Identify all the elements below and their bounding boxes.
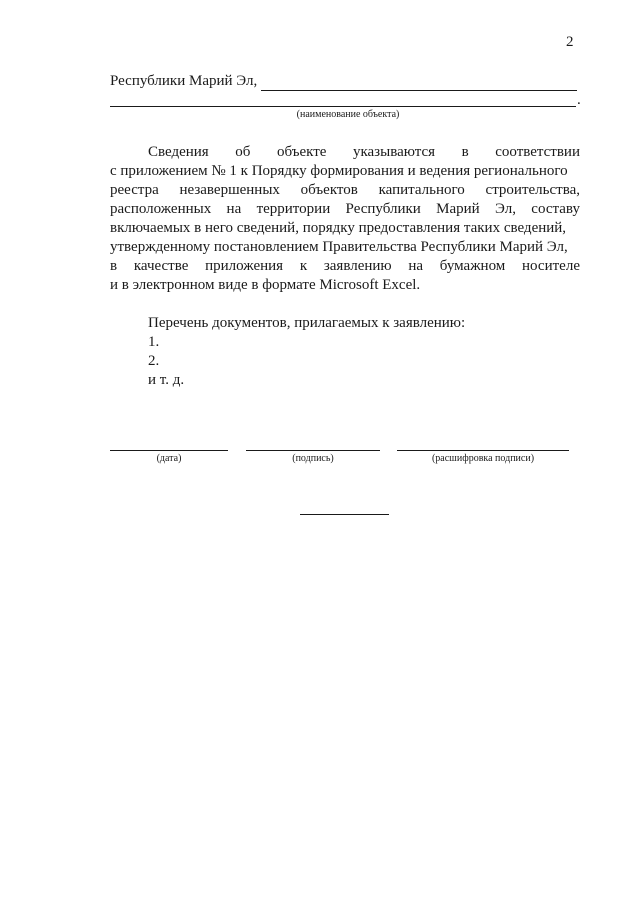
end-separator-line	[300, 514, 389, 515]
object-name-line-2	[110, 106, 576, 107]
signature-line	[246, 450, 380, 451]
body-line-5: включаемых в него сведений, порядку предоставления таких сведений,	[110, 220, 567, 236]
republic-label: Республики Марий Эл,	[110, 73, 258, 89]
body-line-6: утвержденному постановлением Правительства Республики Марий Эл,	[110, 239, 568, 255]
page-number: 2	[566, 34, 574, 50]
documents-item-etc: и т. д.	[148, 372, 185, 388]
body-line-4: расположенных на территории Республики Марий Эл, составу	[110, 201, 580, 217]
body-line-3: реестра незавершенных объектов капитального строительства,	[110, 182, 580, 198]
signature-decode-line	[397, 450, 569, 451]
documents-title: Перечень документов, прилагаемых к заявлению:	[148, 315, 466, 331]
object-name-line-1	[261, 90, 577, 91]
signature-decode-caption: (расшифровка подписи)	[431, 453, 535, 464]
documents-item-2: 2.	[148, 353, 160, 369]
body-line-7: в качестве приложения к заявлению на бумажном носителе	[110, 258, 580, 274]
body-line-2: с приложением № 1 к Порядку формирования и ведения регионального	[110, 163, 568, 179]
date-line	[110, 450, 228, 451]
date-caption: (дата)	[156, 453, 182, 464]
documents-item-1: 1.	[148, 334, 160, 350]
object-name-caption: (наименование объекта)	[296, 109, 400, 120]
body-line-8: и в электронном виде в формате Microsoft Excel.	[110, 277, 421, 293]
object-name-period: .	[577, 92, 581, 108]
body-line-1: Сведения об объекте указываются в соответствии	[148, 144, 580, 160]
signature-caption: (подпись)	[292, 453, 334, 464]
